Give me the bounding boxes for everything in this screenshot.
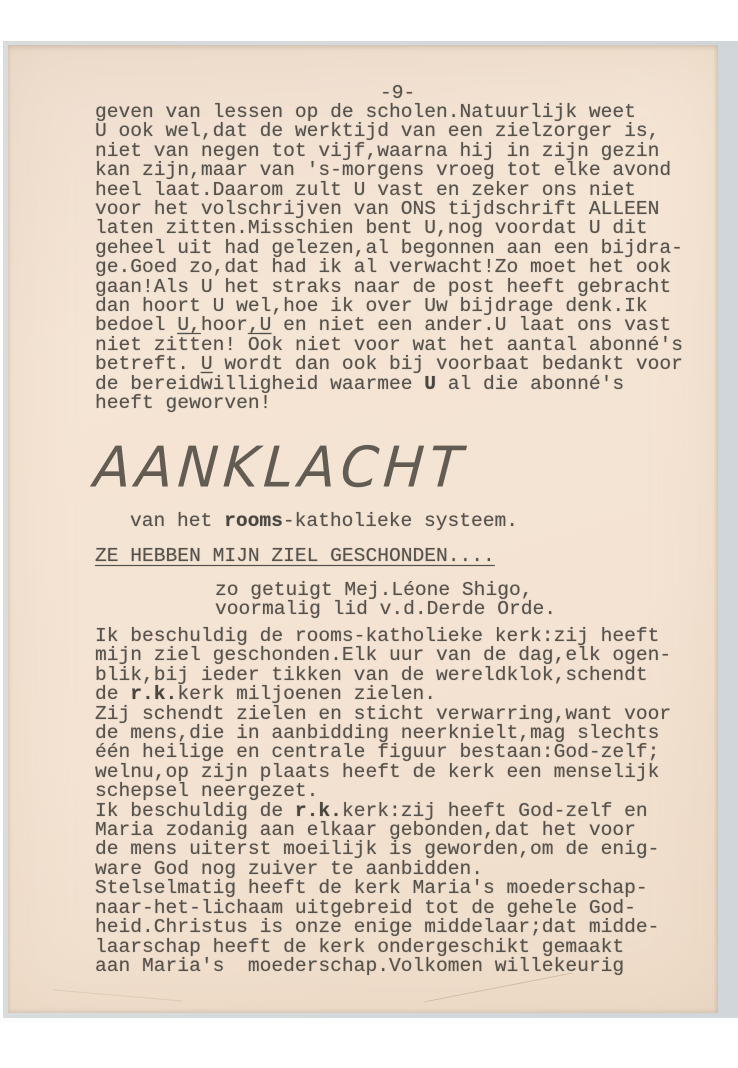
paper-sheet — [8, 45, 718, 1013]
paper-crease — [424, 973, 571, 1003]
typed-line: dan hoort U wel,hoe ik over Uw bijdrage denk.Ik — [95, 295, 648, 318]
typed-line: betreft. U wordt dan ook bij voorbaat bedankt voor — [95, 353, 683, 376]
typed-line: de mens uiterst moeilijk is geworden,om de enig- — [95, 838, 660, 861]
typed-line: ge.Goed zo,dat had ik al verwacht!Zo moet het ook — [95, 256, 672, 279]
typed-line: voor het volschrijven van ONS tijdschrift ALLEEN — [95, 198, 660, 221]
headline-subtitle: van het rooms-katholieke systeem. — [130, 510, 519, 532]
typed-line: naar-het-lichaam uitgebreid tot de gehele God- — [95, 896, 636, 919]
typed-line: Ik beschuldig de r.k.kerk:zij heeft God-zelf en — [95, 799, 648, 822]
typed-line: gaan!Als U het straks naar de post heeft gebracht — [95, 275, 672, 298]
typed-line: bedoel U,hoor,U en niet een ander.U laat ons vast — [95, 314, 672, 337]
paper-crease — [53, 989, 183, 1001]
typed-line: Stelselmatig heeft de kerk Maria's moederschap- — [95, 877, 648, 900]
typed-line: aan Maria's moederschap.Volkomen willekeurig — [95, 954, 625, 977]
typed-line: niet $zi\overline{tt}en$! $\overline{Oo}k$ niet voor wat het aantal abonné's — [95, 333, 683, 356]
typed-line: mijn ziel geschonden.Elk uur van de dag,elk ogen- — [95, 644, 672, 667]
typed-line: zo getuigt Mej.Léone Shigo, — [215, 579, 533, 601]
typed-line: schepsel neergezet. — [95, 780, 319, 803]
typed-line: geheel uit had gelezen,al begonnen aan een bijdra- — [95, 236, 683, 259]
testimony-attribution — [215, 581, 556, 620]
typed-line: U ook wel,dat de werktijd van een zielzorger is, — [95, 120, 660, 143]
typed-line: heeft geworven! — [95, 392, 272, 415]
accusation-paragraph — [95, 627, 671, 976]
typed-line: één heilige en centrale figuur bestaan:God-zelf; — [95, 741, 660, 764]
typed-line: heel laat.Daarom zult U vast en zeker ons niet — [95, 178, 636, 201]
typed-line: Zij schendt zielen en sticht verwarring,want voor — [95, 702, 672, 725]
typed-line: kan zijn,maar van 's-morgens vroeg tot elke avond — [95, 159, 672, 182]
typed-line: de $bereid\overline{w}illigheid$ waarmee U al die abonné's — [95, 372, 625, 395]
typed-line: laarschap heeft de kerk ondergeschikt gemaakt — [95, 935, 625, 958]
typed-line: voormalig lid v.d.Derde Orde. — [215, 598, 556, 621]
typed-line: de r.k.kerk miljoenen zielen. — [95, 683, 437, 706]
page-number: -9- — [380, 82, 416, 104]
typed-line: Maria zodanig aan elkaar gebonden,dat het voor — [95, 819, 636, 842]
headline-title: AANKLACHT — [91, 434, 470, 501]
typed-line: laten zitten.Misschien bent U,nog voordat U dit — [95, 217, 648, 240]
opening-paragraph — [95, 103, 683, 414]
section-heading: ZE HEBBEN MIJN ZIEL GESCHONDEN.... — [95, 545, 495, 567]
typed-line: Ik beschuldig de rooms-katholieke kerk:zij heeft — [95, 625, 660, 647]
typed-line: geven van lessen op de scholen.Natuurlijk weet — [95, 101, 636, 123]
typed-line: niet van negen tot vijf,waarna hij in zijn gezin — [95, 139, 660, 162]
typed-line: de mens,die in aanbidding neerknielt,mag slechts — [95, 722, 660, 745]
typed-line: heid.Christus is onze enige middelaar;dat midde- — [95, 916, 660, 939]
typed-line: blik,bij ieder tikken van de wereldklok,schendt — [95, 663, 648, 686]
typed-line: welnu,op zijn plaats heeft de kerk een menselijk — [95, 760, 660, 783]
typed-line: ware God nog zuiver te aanbidden. — [95, 857, 484, 880]
